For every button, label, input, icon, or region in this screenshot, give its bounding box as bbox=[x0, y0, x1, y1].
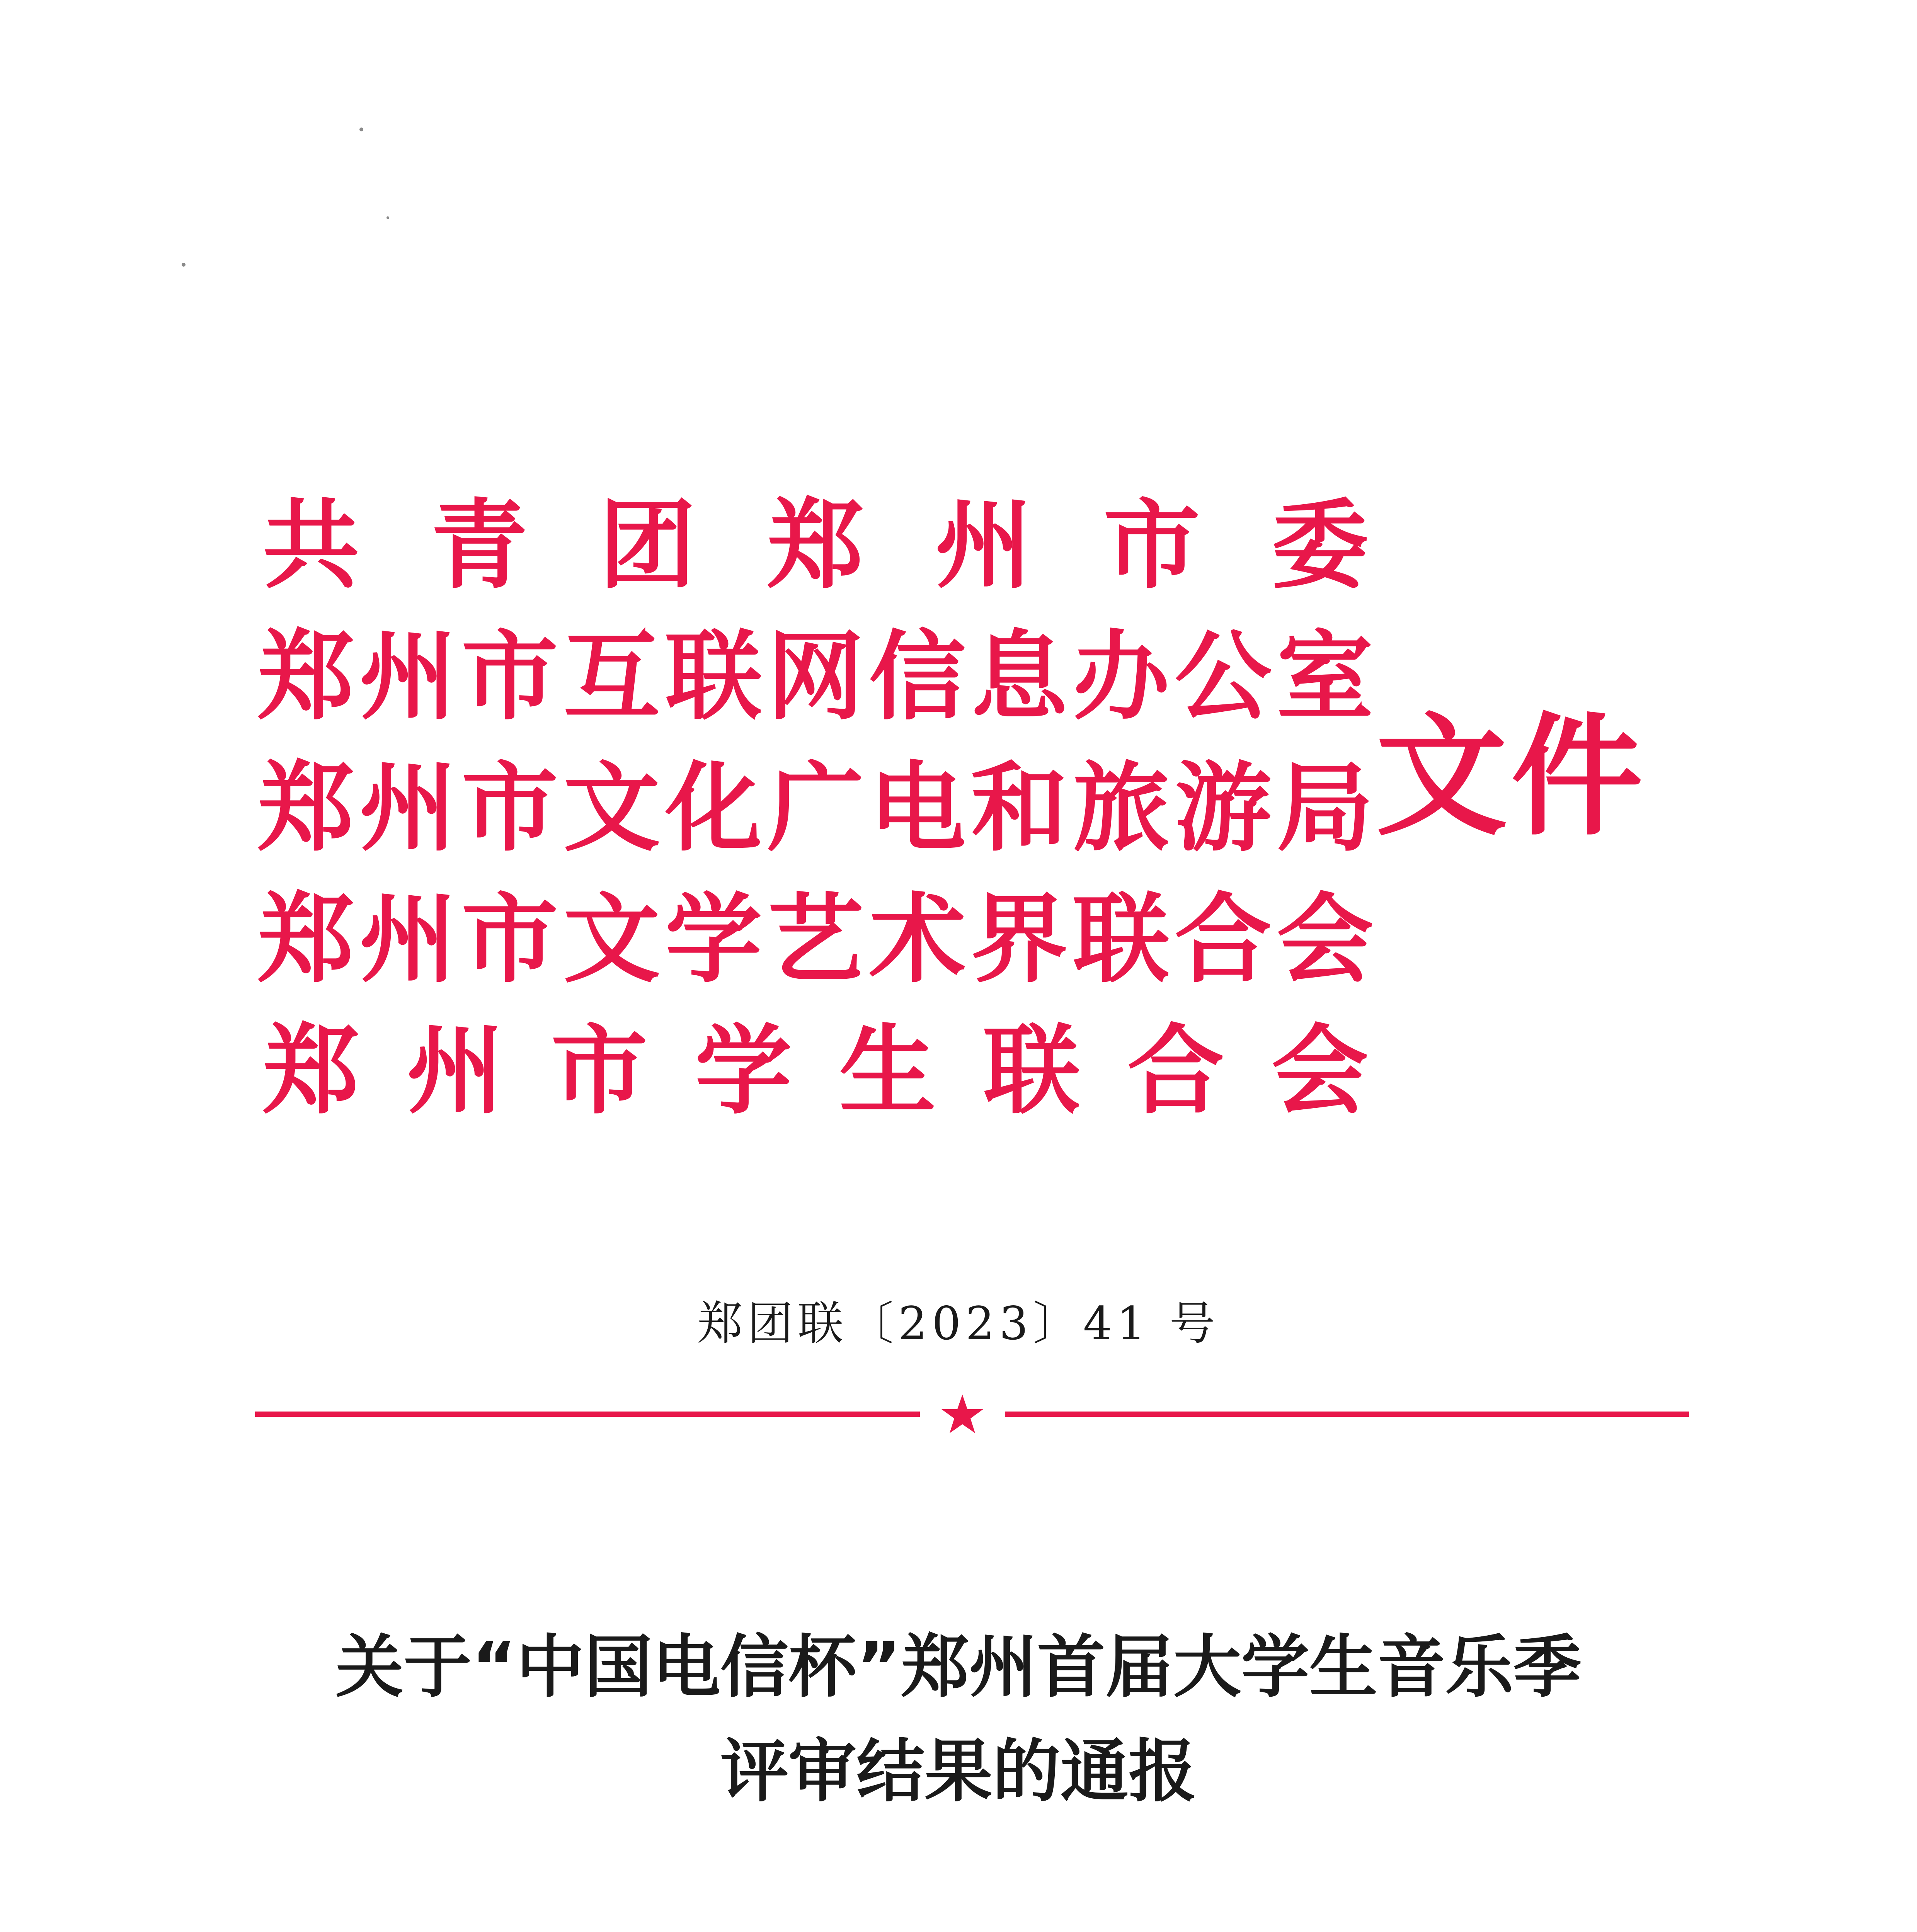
org-line-literary-federation bbox=[255, 873, 1376, 1005]
org-char: 共 bbox=[263, 488, 359, 602]
org-char: 联 bbox=[983, 1014, 1080, 1127]
title-line-1: 关于“中国电信杯”郑州首届大学生音乐季 bbox=[335, 1628, 1582, 1707]
org-char: 州 bbox=[359, 882, 456, 996]
document-number: 郑团联〔2023〕41 号 bbox=[697, 1297, 1220, 1350]
org-char: 郑 bbox=[767, 488, 864, 602]
org-char: 艺 bbox=[767, 882, 864, 996]
org-char: 文 bbox=[563, 751, 660, 864]
org-char: 委 bbox=[1272, 488, 1368, 602]
org-char: 电 bbox=[869, 751, 966, 864]
org-char: 文 bbox=[563, 882, 660, 996]
separator-line-right bbox=[1005, 1412, 1689, 1417]
org-char: 局 bbox=[1277, 751, 1374, 864]
separator-line-left bbox=[255, 1412, 920, 1417]
org-char: 青 bbox=[431, 488, 528, 602]
org-char: 生 bbox=[839, 1014, 936, 1127]
org-char: 息 bbox=[971, 619, 1068, 733]
org-char: 市 bbox=[461, 882, 558, 996]
org-char: 郑 bbox=[257, 751, 354, 864]
org-char: 术 bbox=[869, 882, 966, 996]
org-char: 学 bbox=[665, 882, 762, 996]
scan-speck bbox=[359, 128, 363, 131]
org-char: 界 bbox=[971, 882, 1068, 996]
org-char: 和 bbox=[971, 751, 1068, 864]
scan-speck bbox=[386, 216, 389, 219]
org-char: 市 bbox=[461, 751, 558, 864]
org-line-internet-office bbox=[255, 611, 1376, 742]
org-line-cyl-committee bbox=[255, 479, 1376, 611]
red-separator bbox=[255, 1393, 1689, 1435]
org-char: 市 bbox=[1103, 488, 1200, 602]
org-char: 州 bbox=[359, 619, 456, 733]
document-body bbox=[247, 1928, 1689, 1932]
org-char: 信 bbox=[869, 619, 966, 733]
org-char: 联 bbox=[665, 619, 762, 733]
org-char: 郑 bbox=[257, 882, 354, 996]
org-char: 市 bbox=[551, 1014, 648, 1127]
org-char: 互 bbox=[563, 619, 660, 733]
org-char: 游 bbox=[1175, 751, 1272, 864]
org-char: 州 bbox=[407, 1014, 504, 1127]
org-char: 会 bbox=[1277, 882, 1374, 996]
org-char: 网 bbox=[767, 619, 864, 733]
org-char: 市 bbox=[461, 619, 558, 733]
org-line-student-federation bbox=[255, 1005, 1376, 1136]
red-masthead bbox=[255, 479, 1685, 1136]
org-char: 州 bbox=[935, 488, 1032, 602]
org-char: 郑 bbox=[263, 1014, 359, 1127]
org-char: 合 bbox=[1127, 1014, 1224, 1127]
org-char: 学 bbox=[695, 1014, 792, 1127]
org-char: 联 bbox=[1073, 882, 1170, 996]
org-char: 团 bbox=[599, 488, 696, 602]
org-char: 郑 bbox=[257, 619, 354, 733]
org-char: 广 bbox=[767, 751, 864, 864]
org-char: 化 bbox=[665, 751, 762, 864]
org-char: 室 bbox=[1277, 619, 1374, 733]
org-char: 旅 bbox=[1073, 751, 1170, 864]
org-char: 公 bbox=[1175, 619, 1272, 733]
star-icon bbox=[935, 1393, 989, 1435]
title-line-2: 评审结果的通报 bbox=[720, 1732, 1197, 1811]
org-char: 合 bbox=[1175, 882, 1272, 996]
org-char: 会 bbox=[1271, 1014, 1368, 1127]
document-label: 文件 bbox=[1376, 699, 1646, 854]
org-char: 办 bbox=[1073, 619, 1170, 733]
salutation bbox=[247, 1928, 1689, 1932]
scan-speck bbox=[182, 263, 186, 267]
issuing-organizations bbox=[255, 479, 1376, 1136]
org-char: 州 bbox=[359, 751, 456, 864]
document-title bbox=[0, 1615, 1917, 1824]
org-line-culture-tourism-bureau bbox=[255, 742, 1376, 873]
